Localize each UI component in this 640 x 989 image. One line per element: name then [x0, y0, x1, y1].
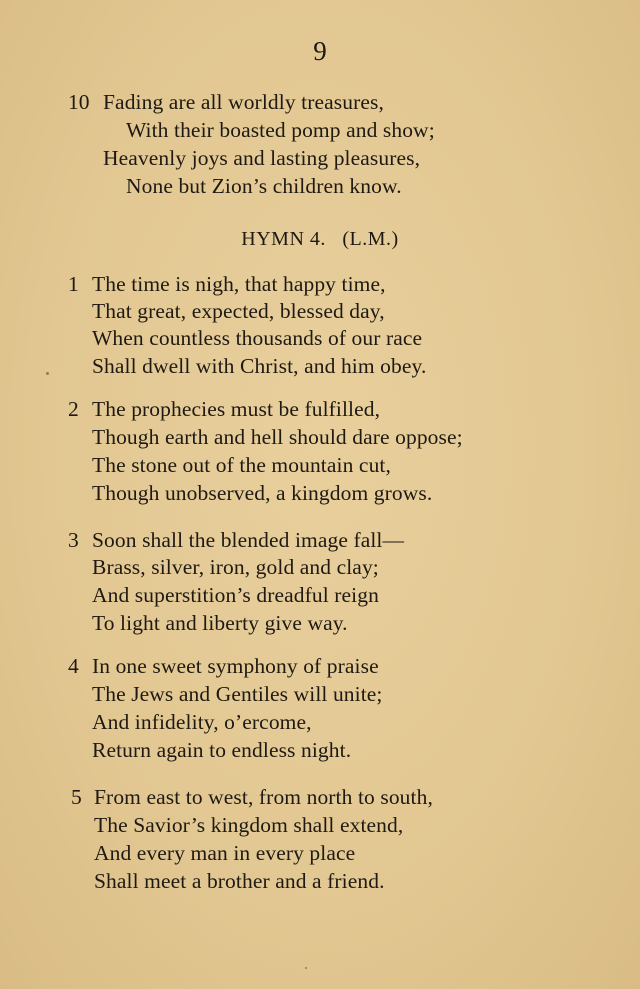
verse-line: Return again to endless night.	[92, 738, 352, 762]
verse-line: Though earth and hell should dare oppose;	[92, 425, 463, 449]
verse-line: And every man in every place	[94, 841, 356, 865]
hymn-title: HYMN 4. (L.M.)	[241, 228, 399, 250]
verse-line: The time is nigh, that happy time,	[92, 272, 386, 296]
verse-number: 2	[68, 397, 79, 421]
paper-speck	[305, 967, 307, 969]
verse-line: The prophecies must be fulfilled,	[92, 397, 381, 421]
verse-number: 4	[68, 654, 79, 678]
verse-line: The Jews and Gentiles will unite;	[92, 682, 383, 706]
verse-line: When countless thousands of our race	[92, 326, 423, 350]
paper-speck	[46, 372, 49, 375]
verse-line: And superstition’s dreadful reign	[92, 583, 379, 607]
verse-line: From east to west, from north to south,	[94, 785, 433, 809]
verse-line: None but Zion’s children know.	[126, 174, 402, 198]
verse-line: Soon shall the blended image fall—	[92, 528, 405, 552]
verse-line: Heavenly joys and lasting pleasures,	[103, 146, 421, 170]
verse-line: Shall dwell with Christ, and him obey.	[92, 354, 427, 378]
verse-number: 5	[71, 785, 82, 809]
verse-line: And infidelity, o’ercome,	[92, 710, 312, 734]
verse-number: 3	[68, 528, 79, 552]
verse-line: The stone out of the mountain cut,	[92, 453, 391, 477]
verse-line: That great, expected, blessed day,	[92, 299, 385, 323]
verse-line: Brass, silver, iron, gold and clay;	[92, 555, 379, 579]
verse-line: Shall meet a brother and a friend.	[94, 869, 385, 893]
verse-line: The Savior’s kingdom shall extend,	[94, 813, 404, 837]
page-number: 9	[313, 36, 327, 66]
verse-number: 10	[68, 90, 90, 114]
verse-line: To light and liberty give way.	[92, 611, 348, 635]
verse-line: In one sweet symphony of praise	[92, 654, 379, 678]
verse-line: Fading are all worldly treasures,	[103, 90, 384, 114]
verse-line: With their boasted pomp and show;	[126, 118, 435, 142]
verse-line: Though unobserved, a kingdom grows.	[92, 481, 433, 505]
verse-number: 1	[68, 272, 79, 296]
